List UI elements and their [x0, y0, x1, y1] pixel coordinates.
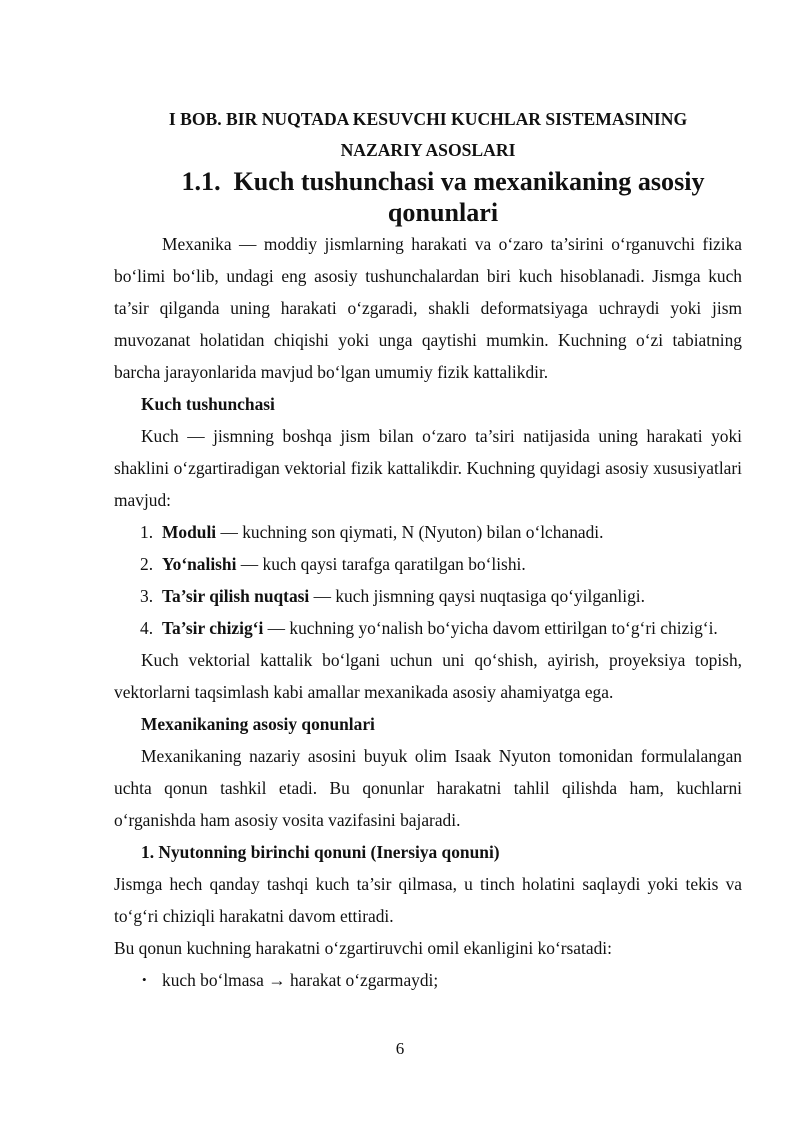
list-item-number: 2. — [140, 554, 154, 574]
list-item-term: Yo‘nalishi — [162, 554, 237, 574]
intro-paragraph: Mexanika — moddiy jismlarning harakati va o‘zaro ta’sirini o‘rganuvchi fizika bo‘limi bo‘lib, undagi eng asosiy tushunchalardan biri kuch hisoblanadi. Jismga kuch ta’sir qilganda uning harakati o‘zgaradi, shakli deformatsiyaga uchraydi yoki jism muvozanat holatidan chiqishi yoki unga qaytishi mumkin. Kuchning o‘zi tabiatning barcha jarayonlarida mavjud bo‘lgan umumiy fizik kattalikdir. — [114, 234, 742, 382]
chapter-title-line1: I BOB. BIR NUQTADA KESUVCHI KUCHLAR SISTEMASINING — [168, 109, 688, 129]
list-item-text: — kuch jismning qaysi nuqtasiga qo‘yilganligi. — [309, 586, 645, 606]
list-item-text: kuch bo‘lmasa → harakat o‘zgarmaydi; — [162, 970, 439, 990]
list-item-number: 4. — [140, 618, 154, 638]
list-item-term: Moduli — [162, 522, 217, 542]
list-item — [114, 548, 742, 580]
first-law-heading: 1. Nyutonning birinchi qonuni (Inersiya qonuni) — [141, 842, 500, 862]
section-number: 1.1. — [181, 167, 221, 196]
list-item-text: — kuchning son qiymati, N (Nyuton) bilan o‘lchanadi. — [216, 522, 604, 542]
chapter-title — [114, 104, 742, 166]
force-concept-heading: Kuch tushunchasi — [141, 394, 275, 414]
page-number: 6 — [395, 1039, 405, 1058]
list-item — [114, 612, 742, 644]
force-definition-paragraph: Kuch — jismning boshqa jism bilan o‘zaro ta’siri natijasida uning harakati yoki shaklini o‘zgartiradigan vektorial fizik kattalikdir. Kuchning quyidagi asosiy xususiyatlari mavjud: — [114, 426, 742, 510]
list-item-term: Ta’sir qilish nuqtasi — [162, 586, 310, 606]
laws-paragraph: Mexanikaning nazariy asosini buyuk olim Isaak Nyuton tomonidan formulalangan uchta qonun tashkil etadi. Bu qonunlar harakatni tahlil qilishda ham, kuchlarni o‘rganishda ham asosiy vosita vazifasini bajaradi. — [114, 746, 742, 830]
section-heading — [114, 166, 742, 228]
document-page — [114, 104, 742, 996]
list-item-text: — kuch qaysi tarafga qaratilgan bo‘lishi. — [236, 554, 526, 574]
list-item-number: 3. — [140, 586, 154, 606]
first-law-bullets — [114, 964, 742, 996]
bullet-icon: • — [142, 972, 147, 987]
first-law-note: Bu qonun kuchning harakatni o‘zgartiruvchi omil ekanligini ko‘rsatadi: — [114, 938, 612, 958]
list-item-text: — kuchning yo‘nalish bo‘yicha davom ettirilgan to‘g‘ri chizig‘i. — [263, 618, 718, 638]
list-item-number: 1. — [140, 522, 154, 542]
vector-operations-paragraph: Kuch vektorial kattalik bo‘lgani uchun uni qo‘shish, ayirish, proyeksiya topish, vektorlarni taqsimlash kabi amallar mexanikada asosiy ahamiyatga ega. — [114, 650, 742, 702]
laws-heading: Mexanikaning asosiy qonunlari — [141, 714, 375, 734]
list-item-term: Ta’sir chizig‘i — [162, 618, 264, 638]
chapter-title-line2: NAZARIY ASOSLARI — [340, 140, 516, 160]
section-title: Kuch tushunchasi va mexanikaning asosiy qonunlari — [233, 167, 705, 227]
first-law-statement: Jismga hech qanday tashqi kuch ta’sir qilmasa, u tinch holatini saqlaydi yoki tekis va to‘g‘ri chiziqli harakatni davom ettiradi. — [114, 874, 742, 926]
list-item — [114, 964, 742, 996]
list-item — [114, 580, 742, 612]
force-properties-list — [114, 516, 742, 644]
list-item — [114, 516, 742, 548]
